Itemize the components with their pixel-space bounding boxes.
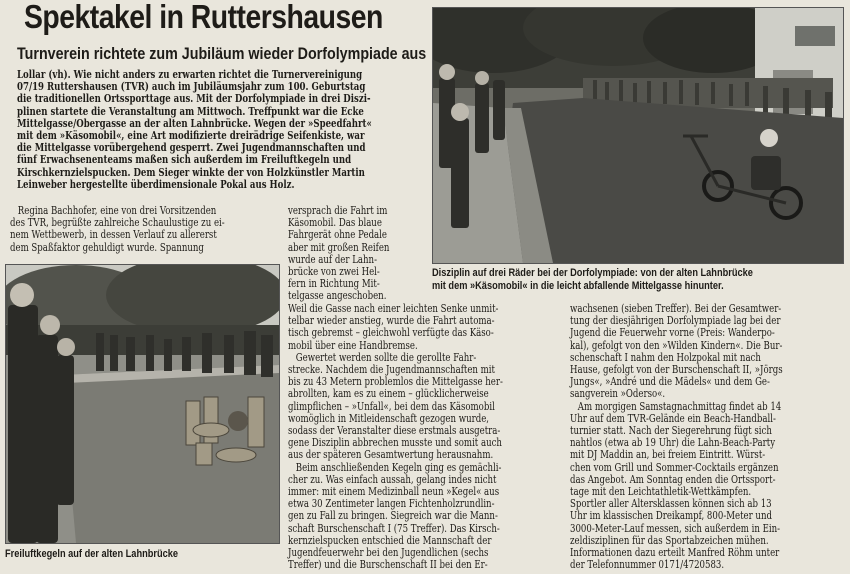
- kegeln-photo: [5, 264, 280, 544]
- body-line: nahtlos (etwa ab 19 Uhr) die Lahn-Beach-Party: [570, 436, 776, 450]
- body-line: Uhr im klassischen Dreikampf, 800-Meter und: [570, 509, 772, 523]
- body-line: etwa 30 Zentimeter langen Fichtenholzrundlin-: [288, 497, 495, 511]
- body-line: telbar wieder anstieg, wurde die Fahrt automa-: [288, 314, 495, 328]
- body-line: bis zu 43 Metern problemlos die Mittelgasse her-: [288, 375, 503, 389]
- body-line: Treffer) und die Burschenschaft II bei den Er-: [288, 558, 488, 572]
- body-line: aus der späteren Gesamtwertung herausnahm.: [288, 448, 494, 462]
- body-line: womöglich in Mitleidenschaft gezogen wurde,: [288, 411, 490, 425]
- body-line: strecke. Nachdem die Jugendmannschaften mit: [288, 363, 495, 377]
- body-line: zeldisziplinen für das Sportabzeichen mühen.: [570, 533, 769, 547]
- body-line: Regina Bachhofer, eine von drei Vorsitzenden: [17, 204, 217, 217]
- body-line: Gewertet werden sollte die gerollte Fahr-: [295, 350, 477, 364]
- column-3-text: [570, 303, 783, 571]
- column-2-narrow-text: [288, 205, 389, 303]
- body-line: Käsomobil. Das blaue: [288, 216, 382, 230]
- lead-line: plinen startete die Veranstaltung am Mittwoch. Treffpunkt war die Ecke: [17, 104, 364, 118]
- body-line: Jugendfeuerwehr bei den Jugendlichen (sechs: [288, 546, 489, 560]
- body-line: nem Wettbewerb, in dessen Verlauf zu allererst: [10, 228, 217, 242]
- body-line: wurde auf der Lahn-: [288, 252, 377, 266]
- body-line: kal), gefolgt von den »Wilden Kindern«. Die Bur-: [570, 338, 783, 352]
- body-line: dem Spaßfaktor gehuldigt wurde. Spannung: [10, 240, 204, 254]
- body-line: turnier statt. Nach der Siegerehrung fügt sich: [570, 424, 772, 438]
- body-line: schenschaft I nahm den Holzpokal mit nach: [570, 350, 761, 364]
- lead-line: Lollar (vh). Wie nicht anders zu erwarten richtet die Turnervereinigung: [17, 68, 363, 81]
- body-line: gene Disziplin abbrechen musste und somit auch: [288, 436, 502, 450]
- body-line: Jugend die Feuerwehr vorne (Preis: Wanderpo-: [570, 326, 775, 340]
- column-2-text: [288, 303, 503, 571]
- body-line: tage mit den Leichtathletik-Wettkämpfen.: [570, 485, 752, 499]
- body-line: des TVR, begrüßte zahlreiche Schaulustige zu ei-: [10, 216, 225, 230]
- body-line: Jungs«, »André und die Mädels« und dem Ge-: [570, 375, 770, 389]
- body-line: mit DJ Maddin an, bei freiem Eintritt. Würst-: [570, 448, 766, 462]
- body-line: Beim anschließenden Kegeln ging es gemächli-: [295, 460, 502, 474]
- body-line: brücke von zwei Hel-: [288, 265, 380, 279]
- body-line: glimpflichen – »Unfall«, bei dem das Käsomobil: [288, 399, 495, 413]
- caption-line: Disziplin auf drei Räder bei der Dorfolympiade: von der alten Lahnbrücke: [432, 267, 753, 279]
- kaesomobil-photo: [432, 7, 844, 264]
- body-line: Uhr auf dem TVR-Gelände ein Beach-Handball-: [570, 411, 776, 425]
- body-line: gen zu Fall zu bringen. Siegreich war die Mann-: [288, 509, 498, 523]
- kaesomobil-caption: [432, 267, 753, 292]
- body-line: das Angebot. Am Sonntag enden die Ortssport-: [570, 472, 776, 486]
- body-line: 3000-Meter-Lauf messen, sich außerdem in Ein-: [570, 521, 781, 535]
- kegeln-caption: Freiluftkegeln auf der alten Lahnbrücke: [5, 548, 179, 560]
- body-line: abrollten, kam es zu einem – glücklicherweise: [288, 387, 489, 401]
- body-line: Am morgigen Samstagnachmittag findet ab 14: [577, 399, 782, 413]
- lead-line: Mittelgasse/Obergasse an der alten Lahnbrücke. Wegen der »Speedfahrt«: [17, 116, 372, 130]
- subheadline: Turnverein richtete zum Jubiläum wieder Dorfolympiade aus: [17, 44, 427, 63]
- body-line: Sportler aller Altersklassen können sich ab 13: [570, 497, 772, 511]
- body-line: wachsenen (sieben Treffer). Bei der Gesamtwer-: [570, 302, 782, 315]
- lead-line: die Mittelgasse vorübergehend gesperrt. Zwei Jugendmannschaften und: [17, 141, 366, 155]
- body-line: chen vom Grill und Sommer-Cocktails ergänzen: [570, 460, 779, 474]
- body-line: Fahrgerät ohne Pedale: [288, 228, 387, 242]
- body-line: mobil über eine Handbremse.: [288, 338, 418, 352]
- body-line: versprach die Fahrt im: [288, 204, 388, 217]
- caption-line: mit dem »Käsomobil« in die leicht abfallende Mittelgasse hinunter.: [432, 279, 724, 292]
- lead-paragraph: [17, 69, 372, 191]
- column-1-text: [10, 205, 225, 254]
- body-line: telgasse angeschoben.: [288, 289, 387, 303]
- lead-line: 07/19 Ruttershausen (TVR) auch im Jubiläumsjahr zum 100. Geburtstag: [17, 80, 366, 94]
- body-line: der Telefonnummer 0171/4720583.: [570, 558, 725, 572]
- lead-line: mit dem »Käsomobil«, eine Art modifizierte dreirädrige Seifenkiste, war: [17, 129, 365, 143]
- lead-line: Leinweber hergestellte überdimensionale Pokal aus Holz.: [17, 177, 295, 191]
- body-line: aber mit großen Reifen: [288, 240, 390, 254]
- lead-line: die traditionellen Ortssporttage aus. Mit der Dorfolympiade in drei Diszi-: [17, 92, 371, 106]
- body-line: schaft Burschenschaft I (75 Treffer). Das Kirsch-: [288, 521, 500, 535]
- kaesomobil-photo-graphic: [433, 8, 843, 263]
- body-line: tung der diesjährigen Dorfolympiade lag bei der: [570, 314, 781, 328]
- lead-line: fünf Erwachsenenteams maßen sich außerdem im Freiluftkegeln und: [17, 153, 352, 167]
- headline: Spektakel in Ruttershausen: [24, 0, 383, 35]
- body-line: tisch gebremst – gleichwohl verfügte das Käso-: [288, 326, 494, 340]
- body-line: Hause, gefolgt von der Burschenschaft II, »Jörgs: [570, 363, 783, 377]
- body-line: sodass der Veranstalter diese erstmals ausgetra-: [288, 424, 501, 438]
- body-line: immer: mit einem Medizinball neun »Kegel« aus: [288, 485, 500, 499]
- body-line: sangverein »Oderso«.: [570, 387, 666, 401]
- body-line: Informationen dazu erteilt Manfred Röhm unter: [570, 546, 780, 560]
- lead-line: Kirschkernzielspucken. Dem Sieger winkte der von Holzkünstler Martin: [17, 165, 365, 179]
- body-line: kernzielspucken entschied die Mannschaft der: [288, 533, 492, 547]
- body-line: Weil die Gasse nach einer leichten Senke unmit-: [288, 302, 499, 315]
- body-line: cher zu. Was einfach aussah, gelang indes nicht: [288, 472, 497, 486]
- kegeln-photo-graphic: [6, 265, 279, 543]
- body-line: fern in Richtung Mit-: [288, 277, 380, 291]
